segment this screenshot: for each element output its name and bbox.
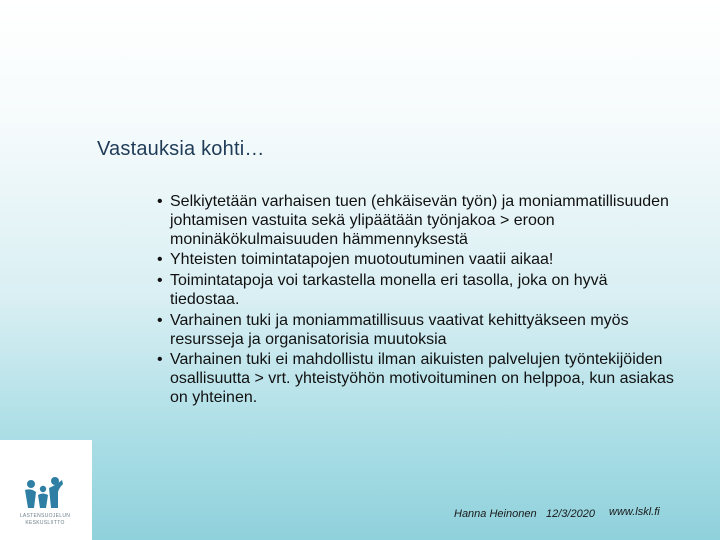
- logo-text: [14, 513, 76, 527]
- slide-title: Vastauksia kohti…: [97, 138, 265, 160]
- footer-date: 12/3/2020: [546, 508, 595, 520]
- people-figures-logo-icon: [22, 476, 66, 517]
- footer-author: Hanna Heinonen: [454, 508, 537, 520]
- bullet-item: • Toimintatapoja voi tarkastella monella eri tasolla, joka on hyvä tiedostaa.: [157, 272, 677, 310]
- bullet-item: • Varhainen tuki ei mahdollistu ilman aikuisten palvelujen työntekijöiden osallisuutta > vrt. yhteistyöhön motivoituminen on helppoa, kun asiakas on yhteinen.: [157, 351, 677, 407]
- logo-text-line: LASTENSUOJELUN: [19, 513, 71, 519]
- bullet-item: • Yhteisten toimintatapojen muotoutuminen vaatii aikaa!: [157, 251, 677, 270]
- bullet-item: • Selkiytetään varhaisen tuen (ehkäisevän työn) ja moniammatillisuuden johtamisen vastuita sekä ylipäätään työnjakoa > eroon moninäkökulmaisuuden hämmennyksestä: [157, 193, 677, 249]
- bullet-item: • Varhainen tuki ja moniammatillisuus vaativat kehittyäkseen myös resursseja ja organisatorisia muutoksia: [157, 312, 677, 350]
- footer-url[interactable]: www.lskl.fi: [609, 506, 660, 518]
- logo-text-line: KESKUSLIITTO: [25, 520, 65, 526]
- bullet-list: [157, 193, 677, 410]
